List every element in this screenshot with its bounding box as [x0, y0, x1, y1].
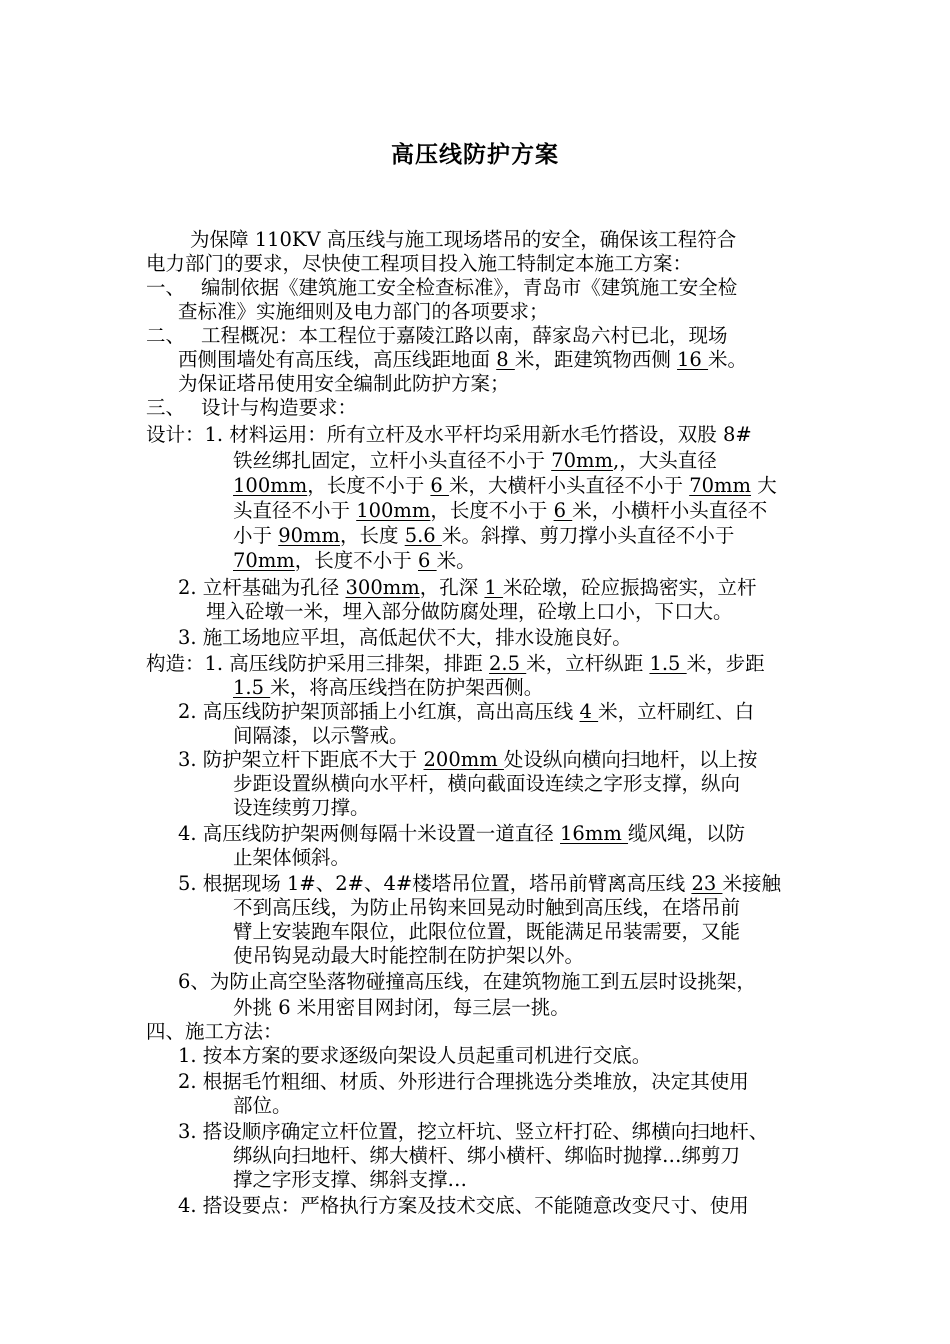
- text-run: 米，步距: [686, 652, 765, 675]
- body-line: 绑纵向扫地杆、绑大横杆、绑小横杆、绑临时抛撑…绑剪刀: [233, 1144, 741, 1167]
- text-run: 米，将高压线挡在防护架西侧。: [270, 676, 544, 699]
- text-run: 米砼墩，砼应振捣密实，立杆: [503, 576, 757, 599]
- text-run: 处设纵向横向扫地杆，以上按: [503, 748, 758, 771]
- text-run: ，孔深: [419, 576, 485, 599]
- body-line: [178, 348, 747, 372]
- text-run: ，长度: [340, 524, 405, 547]
- underlined-value: 6: [418, 549, 437, 572]
- text-run: ，长度不小于: [430, 499, 554, 522]
- underlined-value: 16: [677, 348, 709, 371]
- underlined-value: 6: [430, 474, 450, 497]
- body-line: 间隔漆，以示警戒。: [233, 724, 409, 747]
- body-line: [233, 524, 734, 548]
- section-heading-2: 二、 工程概况：本工程位于嘉陵江路以南，薛家岛六村已北，现场: [146, 324, 728, 347]
- body-line: 步距设置纵横向水平杆，横向截面设连续之字形支撑，纵向: [233, 772, 741, 795]
- body-line: 使吊钩晃动最大时能控制在防护架以外。: [233, 944, 585, 967]
- structure-item-6: 6、为防止高空坠落物碰撞高压线，在建筑物施工到五层时设挑架，: [178, 970, 756, 993]
- section-heading-4: 四、施工方法：: [146, 1020, 283, 1043]
- body-line: 外挑 6 米用密目网封闭，每三层一挑。: [233, 996, 570, 1019]
- body-line: 查标准》实施细则及电力部门的各项要求；: [178, 300, 549, 323]
- text-run: 米，立杆刷红、白: [598, 700, 755, 723]
- underlined-value: 70mm: [551, 449, 613, 472]
- structure-item-2: [178, 700, 754, 724]
- structure-item-1: [146, 652, 765, 676]
- body-line: 部位。: [233, 1094, 292, 1117]
- text-run: 米。斜撑、剪刀撑小头直径不小于: [441, 524, 735, 547]
- section-heading-3: 三、 设计与构造要求：: [146, 396, 357, 419]
- document-title: 高压线防护方案: [391, 141, 559, 168]
- body-line: 臂上安装跑车限位，此限位位置，既能满足吊装需要，又能: [233, 920, 741, 943]
- underlined-value: 300mm: [345, 576, 420, 599]
- underlined-value: 1.5: [649, 652, 687, 675]
- body-line: [233, 676, 543, 700]
- underlined-value: 23: [691, 872, 723, 895]
- text-run: 3. 防护架立杆下距底不大于: [178, 748, 424, 771]
- text-run: ，长度不小于: [294, 549, 418, 572]
- body-line: 为保证塔吊使用安全编制此防护方案；: [178, 372, 510, 395]
- text-run: ,，大头直径: [613, 449, 717, 472]
- body-line: 止架体倾斜。: [233, 846, 351, 869]
- structure-item-5: [178, 872, 781, 896]
- underlined-value: 2.5: [489, 652, 527, 675]
- underlined-value: 1.5: [233, 676, 271, 699]
- body-line: 设连续剪刀撑。: [233, 796, 370, 819]
- underlined-value: 70mm: [689, 474, 752, 497]
- body-line: [233, 449, 717, 473]
- underlined-value: 16mm: [560, 822, 629, 845]
- text-run: 米，小横杆小头直径不: [572, 499, 768, 522]
- text-run: 小于: [233, 524, 279, 547]
- underlined-value: 5.6: [404, 524, 442, 547]
- method-item-3: 3. 搭设顺序确定立杆位置，挖立杆坑、竖立杆打砼、绑横向扫地杆、: [178, 1120, 769, 1143]
- text-run: 大: [751, 474, 777, 497]
- text-run: 2. 高压线防护架顶部插上小红旗，高出高压线: [178, 700, 580, 723]
- underlined-value: 90mm: [278, 524, 340, 547]
- underlined-value: 6: [553, 499, 573, 522]
- underlined-value: 1: [484, 576, 504, 599]
- body-line: 撑之字形支撑、绑斜支撑…: [233, 1168, 468, 1191]
- section-heading-1: 一、 编制依据《建筑施工安全检查标准》，青岛市《建筑施工安全检: [146, 276, 738, 299]
- structure-item-4: [178, 822, 745, 846]
- underlined-value: 4: [579, 700, 599, 723]
- design-item-2: [178, 576, 757, 600]
- body-line: [233, 549, 476, 573]
- text-run: 5. 根据现场 1#、2#、4#楼塔吊位置，塔吊前臂离高压线: [178, 872, 692, 895]
- method-item-4: 4. 搭设要点：严格执行方案及技术交底、不能随意改变尺寸、使用: [178, 1194, 749, 1217]
- body-line: 不到高压线，为防止吊钩来回晃动时触到高压线，在塔吊前: [233, 896, 741, 919]
- structure-item-3: [178, 748, 757, 772]
- method-item-2: 2. 根据毛竹粗细、材质、外形进行合理挑选分类堆放，决定其使用: [178, 1070, 749, 1093]
- body-line: 为保障 110KV 高压线与施工现场塔吊的安全，确保该工程符合: [190, 228, 737, 251]
- underlined-value: 8: [496, 348, 515, 371]
- text-run: 米，大横杆小头直径不小于: [449, 474, 690, 497]
- text-run: 西侧围墙处有高压线，高压线距地面: [178, 348, 497, 371]
- text-run: 米，立杆纵距: [526, 652, 650, 675]
- text-run: 米。: [708, 348, 748, 371]
- text-run: ，长度不小于: [307, 474, 431, 497]
- underlined-value: 100mm: [356, 499, 431, 522]
- text-run: 米，距建筑物西侧: [514, 348, 678, 371]
- design-item-3: 3. 施工场地应平坦，高低起伏不大，排水设施良好。: [178, 626, 632, 649]
- body-line: [233, 499, 767, 523]
- body-line: 埋入砼墩一米，埋入部分做防腐处理，砼墩上口小，下口大。: [206, 600, 733, 623]
- underlined-value: 200mm: [423, 748, 504, 771]
- body-line: [233, 474, 777, 498]
- text-run: 2. 立杆基础为孔径: [178, 576, 346, 599]
- text-run: 构造：1. 高压线防护采用三排架，排距: [146, 652, 490, 675]
- method-item-1: 1. 按本方案的要求逐级向架设人员起重司机进行交底。: [178, 1044, 652, 1067]
- text-run: 米接触: [722, 872, 781, 895]
- underlined-value: 70mm: [233, 549, 295, 572]
- text-run: 头直径不小于: [233, 499, 357, 522]
- text-run: 4. 高压线防护架两侧每隔十米设置一道直径: [178, 822, 561, 845]
- text-run: 米。: [436, 549, 476, 572]
- body-line: 电力部门的要求，尽快使工程项目投入施工特制定本施工方案：: [146, 252, 693, 275]
- underlined-value: 100mm: [233, 474, 308, 497]
- design-item-1: 设计：1. 材料运用：所有立杆及水平杆均采用新水毛竹搭设，双股 8#: [146, 423, 752, 446]
- text-run: 缆风绳，以防: [628, 822, 746, 845]
- text-run: 铁丝绑扎固定，立杆小头直径不小于: [233, 449, 552, 472]
